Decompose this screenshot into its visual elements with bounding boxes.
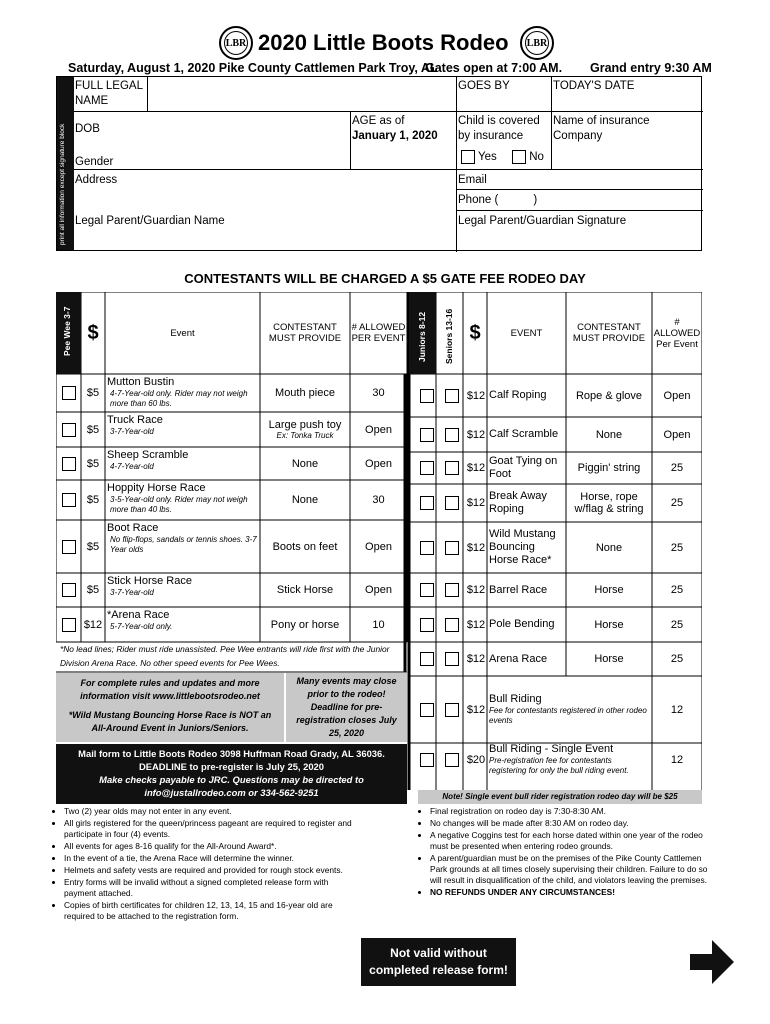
- peewee-allowed: Open: [365, 584, 392, 596]
- mail-contact: info@justallrodeo.com or 334-562-9251: [144, 787, 319, 798]
- provide-header: CONTESTANT MUST PROVIDE: [268, 322, 342, 344]
- provide-text: Large push toy: [268, 418, 342, 431]
- senior-allowed: 25: [670, 541, 684, 554]
- right-rules-list: [408, 806, 708, 899]
- deadline-box: Many events may close prior to the rodeo! Deadline for pre-registration closes July 25, 2020: [286, 673, 407, 742]
- phone-label: Phone ( ): [458, 194, 538, 206]
- left-rules-list: [42, 806, 362, 923]
- senior-row: [409, 452, 702, 484]
- peewee-row: [56, 573, 407, 607]
- senior-event: [489, 607, 566, 642]
- peewee-allowed: Open: [365, 423, 392, 436]
- no-checkbox[interactable]: [512, 150, 526, 164]
- peewee-price: $5: [86, 494, 100, 506]
- juniors-header-text: Juniors 8-12: [417, 311, 427, 362]
- peewee-row: [56, 447, 407, 480]
- peewee-event: [107, 609, 257, 642]
- senior-event: [489, 417, 566, 452]
- peewee-event: [107, 414, 257, 447]
- senior-provide: Horse, rope w/flag & string: [574, 491, 644, 515]
- peewee-checkbox[interactable]: [62, 583, 76, 597]
- senior-price: $12: [466, 428, 486, 441]
- juniors-checkbox[interactable]: [420, 753, 434, 767]
- senior-price: $12: [466, 584, 486, 596]
- event-note: 3-7-Year-old: [110, 588, 154, 597]
- seniors-checkbox[interactable]: [445, 583, 459, 597]
- peewee-event: [107, 522, 257, 573]
- gender-label: Gender: [75, 156, 114, 168]
- senior-allowed: Open: [663, 428, 691, 441]
- mail-checks: Make checks payable to JRC. Questions may be directed to: [99, 774, 364, 785]
- page-title: 2020 Little Boots Rodeo: [258, 30, 509, 55]
- email-label: Email: [458, 174, 487, 186]
- peewee-checkbox[interactable]: [62, 618, 76, 632]
- event-note: 4-7-Year-old: [110, 462, 154, 471]
- senior-price: $20: [466, 753, 486, 766]
- provide-text: Boots on feet: [272, 540, 338, 553]
- seniors-checkbox[interactable]: [445, 461, 459, 475]
- peewee-footnote: *No lead lines; Rider must ride unassisted. Pee Wee entrants will ride first with the Junior Division Arena Race. No other speed events for Pee Wees.: [60, 644, 390, 668]
- rule-item: • Two (2) year olds may not enter in any event.: [64, 806, 362, 817]
- juniors-checkbox[interactable]: [420, 389, 434, 403]
- seniors-checkbox[interactable]: [445, 652, 459, 666]
- peewee-provide: [260, 520, 350, 573]
- senior-event: [489, 484, 566, 522]
- logo-text: LBR: [526, 37, 548, 49]
- provide-text: Pony or horse: [270, 618, 340, 631]
- senior-row: [409, 522, 702, 573]
- event-note: 3-7-Year-old: [110, 427, 154, 436]
- event-note: Fee for contestants registered in other rodeo events: [489, 706, 647, 725]
- senior-price: $12: [466, 618, 486, 631]
- peewee-price: $12: [83, 618, 103, 631]
- provide-note: Ex: Tonka Truck: [276, 430, 334, 440]
- juniors-checkbox[interactable]: [420, 652, 434, 666]
- event-name: Truck Race: [107, 414, 163, 426]
- guardian-signature-label: Legal Parent/Guardian Signature: [458, 215, 627, 227]
- child-covered-label: Child is covered by insurance: [458, 115, 540, 142]
- peewee-provide: [260, 480, 350, 520]
- senior-row: [409, 676, 702, 743]
- date-location: Saturday, August 1, 2020 Pike County Cattlemen Park Troy, AL: [68, 61, 438, 75]
- provide-text: Stick Horse: [276, 584, 334, 596]
- event-name: Sheep Scramble: [107, 449, 189, 461]
- price-header-2: $: [469, 321, 481, 344]
- senior-price: $12: [466, 703, 486, 716]
- senior-allowed: Open: [663, 389, 691, 402]
- mail-address: Mail form to Little Boots Rodeo 3098 Huffman Road Grady, AL 36036.: [78, 748, 385, 759]
- peewee-allowed: Open: [365, 457, 392, 470]
- peewee-event: [107, 482, 257, 520]
- allowed-header: # ALLOWED PER EVENT: [351, 322, 406, 344]
- guardian-name-label: Legal Parent/Guardian Name: [75, 215, 225, 227]
- peewee-allowed: Open: [365, 540, 392, 553]
- senior-allowed: 25: [670, 618, 684, 631]
- senior-price: $12: [466, 389, 486, 402]
- rule-item: • All events for ages 8-16 qualify for the All-Around Award*.: [64, 841, 362, 852]
- senior-allowed: 25: [670, 584, 684, 596]
- peewee-checkbox[interactable]: [62, 423, 76, 437]
- peewee-row: [56, 607, 407, 642]
- rule-item: • A parent/guardian must be on the premises of the Pike County Cattlemen Park grounds at all times closely supervising their children. Failure to do so will result in disqualification of the child, and violators leaving the premises.: [430, 853, 708, 886]
- senior-row: [409, 573, 702, 607]
- peewee-checkbox[interactable]: [62, 386, 76, 400]
- senior-price: $12: [466, 541, 486, 554]
- goes-by-label: GOES BY: [458, 80, 510, 92]
- yes-checkbox[interactable]: [461, 150, 475, 164]
- yes-option[interactable]: [461, 150, 497, 165]
- peewee-event: [107, 575, 257, 607]
- event-name: Pole Bending: [489, 618, 555, 630]
- peewee-allowed: 10: [372, 618, 385, 631]
- rules-box: [56, 673, 284, 742]
- senior-event: [489, 452, 566, 484]
- rule-item: • No changes will be made after 8:30 AM on rodeo day.: [430, 818, 708, 829]
- senior-event: [489, 522, 566, 573]
- event-note: 4-7-Year-old only. Rider may not weigh more than 60 lbs.: [110, 389, 248, 408]
- peewee-price: $5: [86, 584, 100, 596]
- senior-row: [409, 607, 702, 642]
- senior-allowed: 25: [670, 462, 684, 474]
- peewee-row: [56, 374, 407, 412]
- senior-event: [489, 642, 566, 676]
- peewee-header-text: Pee Wee 3-7: [62, 306, 72, 356]
- rule-item: • All girls registered for the queen/princess pageant are required to register and participate in four (4) events.: [64, 818, 362, 840]
- peewee-provide: [260, 447, 350, 480]
- event-name: Calf Roping: [489, 389, 547, 401]
- senior-event: [489, 743, 649, 776]
- seniors-checkbox[interactable]: [445, 703, 459, 717]
- event-note: No flip-flops, sandals or tennis shoes. 3-7 Year olds: [110, 535, 257, 554]
- peewee-header: [56, 292, 81, 374]
- event-name: Hoppity Horse Race: [107, 482, 206, 494]
- juniors-checkbox[interactable]: [420, 618, 434, 632]
- juniors-header: [409, 292, 436, 374]
- insurance-name-label: Name of insurance Company: [553, 115, 650, 142]
- event-name: Wild Mustang Bouncing Horse Race*: [489, 528, 556, 566]
- peewee-allowed: 30: [372, 494, 385, 506]
- event-name: Mutton Bustin: [107, 376, 175, 388]
- not-valid-notice: Not valid without completed release form!: [361, 938, 516, 986]
- gate-fee-notice: CONTESTANTS WILL BE CHARGED A $5 GATE FEE RODEO DAY: [184, 271, 586, 286]
- seniors-checkbox[interactable]: [445, 618, 459, 632]
- events-table: [56, 292, 702, 804]
- peewee-checkbox[interactable]: [62, 493, 76, 507]
- senior-provide: Piggin' string: [577, 462, 641, 474]
- senior-event: [489, 573, 566, 607]
- event-name: Break Away Roping: [489, 490, 547, 515]
- seniors-header: [436, 292, 463, 374]
- peewee-price: $5: [86, 423, 100, 436]
- senior-event: [489, 374, 566, 417]
- no-label: No: [529, 151, 544, 164]
- event-note: 3-5-Year-old only. Rider may not weigh more than 40 lbs.: [110, 495, 248, 514]
- grand-entry: Grand entry 9:30 AM: [590, 61, 712, 75]
- rule-item: • Copies of birth certificates for children 12, 13, 14, 15 and 16-year old are required to be attached to the registration form.: [64, 900, 362, 922]
- senior-price: $12: [466, 462, 486, 474]
- rule-item: • Final registration on rodeo day is 7:30-8:30 AM.: [430, 806, 708, 817]
- arrow-right-icon: [690, 938, 736, 986]
- info-side-bar: [57, 77, 74, 250]
- yes-label: Yes: [478, 151, 497, 164]
- peewee-row: [56, 412, 407, 447]
- rule-item: • In the event of a tie, the Arena Race will determine the winner.: [64, 853, 362, 864]
- peewee-allowed: 30: [372, 387, 385, 399]
- seniors-checkbox[interactable]: [445, 496, 459, 510]
- peewee-checkbox[interactable]: [62, 540, 76, 554]
- senior-provide: Horse: [594, 653, 624, 665]
- logo-right: [520, 26, 554, 60]
- senior-provide: Rope & glove: [575, 389, 643, 402]
- mustang-note: *Wild Mustang Bouncing Horse Race is NOT an All-Around Event in Juniors/Seniors.: [68, 710, 272, 733]
- senior-row: [409, 743, 702, 776]
- provide-text: Mouth piece: [275, 387, 335, 399]
- seniors-checkbox[interactable]: [445, 753, 459, 767]
- event-name: Goat Tying on Foot: [489, 455, 558, 480]
- senior-row: [409, 417, 702, 452]
- senior-allowed: 12: [670, 753, 684, 766]
- mail-deadline: DEADLINE to pre-register is July 25, 2020: [139, 761, 324, 772]
- event-name: Barrel Race: [489, 583, 548, 596]
- juniors-checkbox[interactable]: [420, 703, 434, 717]
- event-name: Boot Race: [107, 522, 159, 534]
- event-name: *Arena Race: [107, 609, 170, 621]
- peewee-price: $5: [86, 457, 100, 470]
- event-name: Arena Race: [489, 652, 548, 665]
- seniors-checkbox[interactable]: [445, 428, 459, 442]
- event-header-2: EVENT: [510, 327, 543, 339]
- senior-event: [489, 676, 649, 743]
- no-option[interactable]: [512, 150, 544, 165]
- peewee-provide: [260, 607, 350, 642]
- peewee-price: $5: [86, 387, 100, 399]
- provide-text: None: [291, 457, 319, 470]
- rules-info: For complete rules and updates and more information visit www.littlebootsrodeo.net: [80, 678, 260, 701]
- price-header: $: [87, 321, 99, 344]
- senior-row: [409, 374, 702, 417]
- gates-time: Gates open at 7:00 AM.: [425, 61, 563, 75]
- senior-provide: Horse: [594, 618, 624, 631]
- provide-header-2: CONTESTANT MUST PROVIDE: [572, 322, 646, 344]
- seniors-header-text: Seniors 13-16: [444, 308, 454, 364]
- event-name: Bull Riding - Single Event: [489, 743, 614, 755]
- allowed-header-2: # ALLOWED Per Event: [653, 316, 701, 350]
- event-note: 5-7-Year-old only.: [110, 622, 173, 631]
- dob-label: DOB: [75, 123, 100, 135]
- rule-item: • Helmets and safety vests are required and provided for rough stock events.: [64, 865, 362, 876]
- juniors-checkbox[interactable]: [420, 583, 434, 597]
- contestant-info-box: [56, 76, 702, 251]
- peewee-row: [56, 520, 407, 573]
- senior-price: $12: [466, 497, 486, 509]
- bull-note: Note! Single event bull rider registration rodeo day will be $25: [418, 790, 702, 804]
- event-note: Pre-registration fee for contestants registering for only the bull riding event.: [489, 756, 629, 775]
- provide-text: None: [291, 494, 319, 506]
- side-text: print all information except signature block: [59, 123, 66, 245]
- peewee-event: [107, 449, 257, 480]
- senior-allowed: 25: [670, 653, 684, 665]
- senior-provide: Horse: [594, 584, 624, 596]
- event-header: Event: [170, 327, 195, 339]
- juniors-checkbox[interactable]: [420, 461, 434, 475]
- seniors-checkbox[interactable]: [445, 541, 459, 555]
- rule-item: • NO REFUNDS UNDER ANY CIRCUMSTANCES!: [430, 887, 708, 898]
- peewee-checkbox[interactable]: [62, 457, 76, 471]
- peewee-provide: [260, 374, 350, 412]
- senior-allowed: 12: [670, 703, 684, 716]
- senior-provide: None: [595, 541, 623, 554]
- rule-item: • Entry forms will be invalid without a signed completed release form with payment attached.: [64, 877, 362, 899]
- address-label: Address: [75, 174, 118, 186]
- senior-allowed: 25: [670, 497, 684, 509]
- full-legal-name-label: FULL LEGAL NAME: [75, 80, 143, 107]
- rule-item: • A negative Coggins test for each horse dated within one year of the rodeo must be presented when entering rodeo grounds.: [430, 830, 708, 852]
- logo-left: [219, 26, 253, 60]
- senior-row: [409, 642, 702, 676]
- peewee-provide: [260, 412, 350, 447]
- senior-row: [409, 484, 702, 522]
- event-name: Bull Riding: [489, 693, 542, 705]
- juniors-checkbox[interactable]: [420, 541, 434, 555]
- peewee-row: [56, 480, 407, 520]
- peewee-provide: [260, 573, 350, 607]
- mail-box: [56, 744, 407, 804]
- seniors-checkbox[interactable]: [445, 389, 459, 403]
- peewee-price: $5: [86, 540, 100, 553]
- event-name: Calf Scramble: [489, 428, 559, 440]
- juniors-checkbox[interactable]: [420, 496, 434, 510]
- event-name: Stick Horse Race: [107, 575, 192, 587]
- logo-text: LBR: [225, 37, 247, 49]
- senior-provide: None: [595, 428, 623, 441]
- juniors-checkbox[interactable]: [420, 428, 434, 442]
- age-as-of-label: AGE as of: [352, 115, 405, 127]
- senior-price: $12: [466, 653, 486, 665]
- peewee-event: [107, 376, 257, 412]
- age-date-label: January 1, 2020: [352, 130, 438, 142]
- todays-date-label: TODAY'S DATE: [553, 80, 635, 92]
